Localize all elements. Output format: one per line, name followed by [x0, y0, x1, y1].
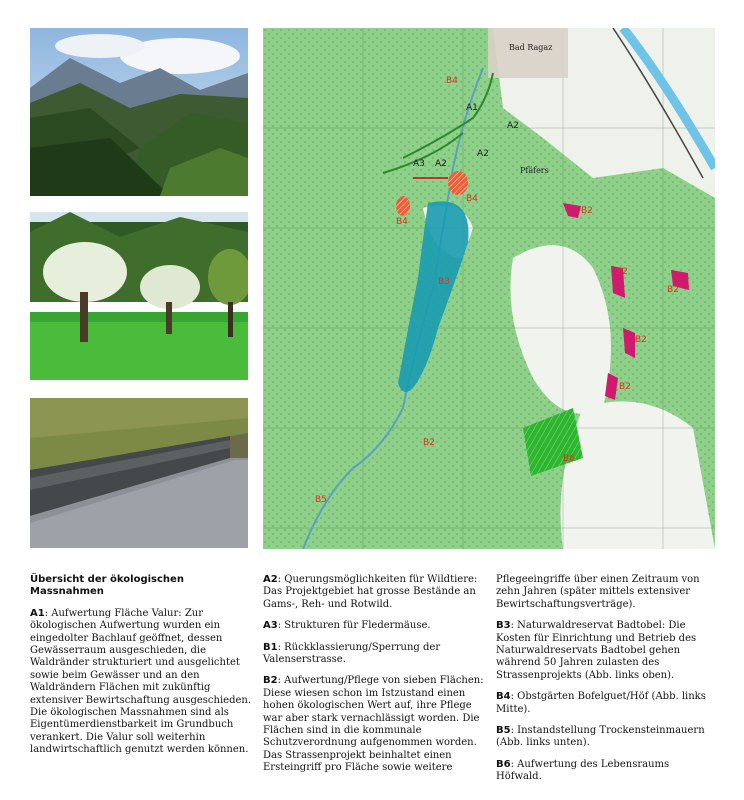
marker-a1: A1 — [466, 103, 478, 113]
mountain-valley-photo — [30, 28, 248, 196]
section-heading: Übersicht der ökologischen Massnahmen — [30, 574, 184, 598]
dry-stone-wall-photo — [30, 398, 248, 548]
town-label-bad-ragaz: Bad Ragaz — [509, 43, 553, 52]
item-a2: A2: Querungsmöglichkeiten für Wildtiere: Das Projektgebiet hat grosse Bestände an Gams-, Reh- und Rotwild. — [263, 574, 478, 610]
marker-a2-center: A2 — [435, 159, 447, 169]
text-column-3 — [496, 574, 718, 793]
marker-a2-right: A2 — [507, 121, 519, 131]
text-column-1 — [30, 574, 252, 766]
item-a1: A1: Aufwertung Fläche Valur: Zur ökologischen Aufwertung wurden ein eingedolter Bachlauf geöffnet, dessen Gewässerraum ausgeschieden, die Waldränder strukturiert und ausgelichtet sowie beim Gewässer und an den Waldrändern Flächen mit zukünftig extensiver Bewirtschaftung ausgeschieden. Die ökologischen Massnahmen sind als Eigentümerdienstbarkeit im Grundbuch verankert. Die Valur soll weiterhin landwirtschaftlich genutzt werden können. — [30, 607, 252, 756]
marker-b2-e: B2 — [619, 382, 631, 392]
marker-b6: B6 — [563, 454, 575, 464]
marker-b2-f: B2 — [423, 438, 435, 448]
marker-b4-center: B4 — [466, 194, 478, 204]
item-a3: A3: Strukturen für Fledermäuse. — [263, 620, 431, 632]
item-b2: B2: Aufwertung/Pflege von sieben Flächen: Diese wiesen schon im Istzustand einen hohen ökologischen Wert auf, ihre Pflege war aber stark vernachlässigt worden. Die Flächen sind in die kommunale Schutzverordnung aufgenommen worden. Das Strassenprojekt beinhaltet einen Ersteingriff pro Fläche sowie weitere — [263, 675, 484, 774]
item-b6: B6: Aufwertung des Lebensraums Höfwald. — [496, 758, 670, 783]
text-column-2 — [263, 574, 485, 784]
marker-b4-top: B4 — [446, 76, 458, 86]
marker-a2-small: A2 — [477, 149, 489, 159]
project-area-map — [263, 28, 715, 549]
marker-b2-d: B2 — [635, 335, 647, 345]
marker-b4-left: B4 — [396, 217, 408, 227]
item-b3: B3: Naturwaldreservat Badtobel: Die Kosten für Einrichtung und Betrieb des Naturwaldreservats Badtobel gehen während 50 Jahren zulasten des Strassenprojekts (Abb. links oben). — [496, 620, 697, 681]
marker-b5: B5 — [315, 495, 327, 505]
orchard-photo — [30, 212, 248, 380]
town-label-pfaefers: Pfäfers — [520, 166, 549, 175]
marker-b2-a: B2 — [581, 206, 593, 216]
item-b1: B1: Rückklassierung/Sperrung der Valenserstrasse. — [263, 641, 441, 666]
marker-b2-b: B2 — [616, 267, 628, 277]
marker-b3: B3 — [438, 277, 450, 287]
marker-a3: A3 — [413, 159, 425, 169]
marker-b2-c: B2 — [667, 285, 679, 295]
item-b5: B5: Instandstellung Trockensteinmauern (Abb. links unten). — [496, 725, 705, 749]
item-b2-continued: Pflegeeingriffe über einen Zeitraum von zehn Jahren (später mittels extensiver Bewirtschaftungsverträge). — [496, 574, 700, 610]
item-b4: B4: Obstgärten Bofelguet/Höf (Abb. links Mitte). — [496, 691, 706, 715]
